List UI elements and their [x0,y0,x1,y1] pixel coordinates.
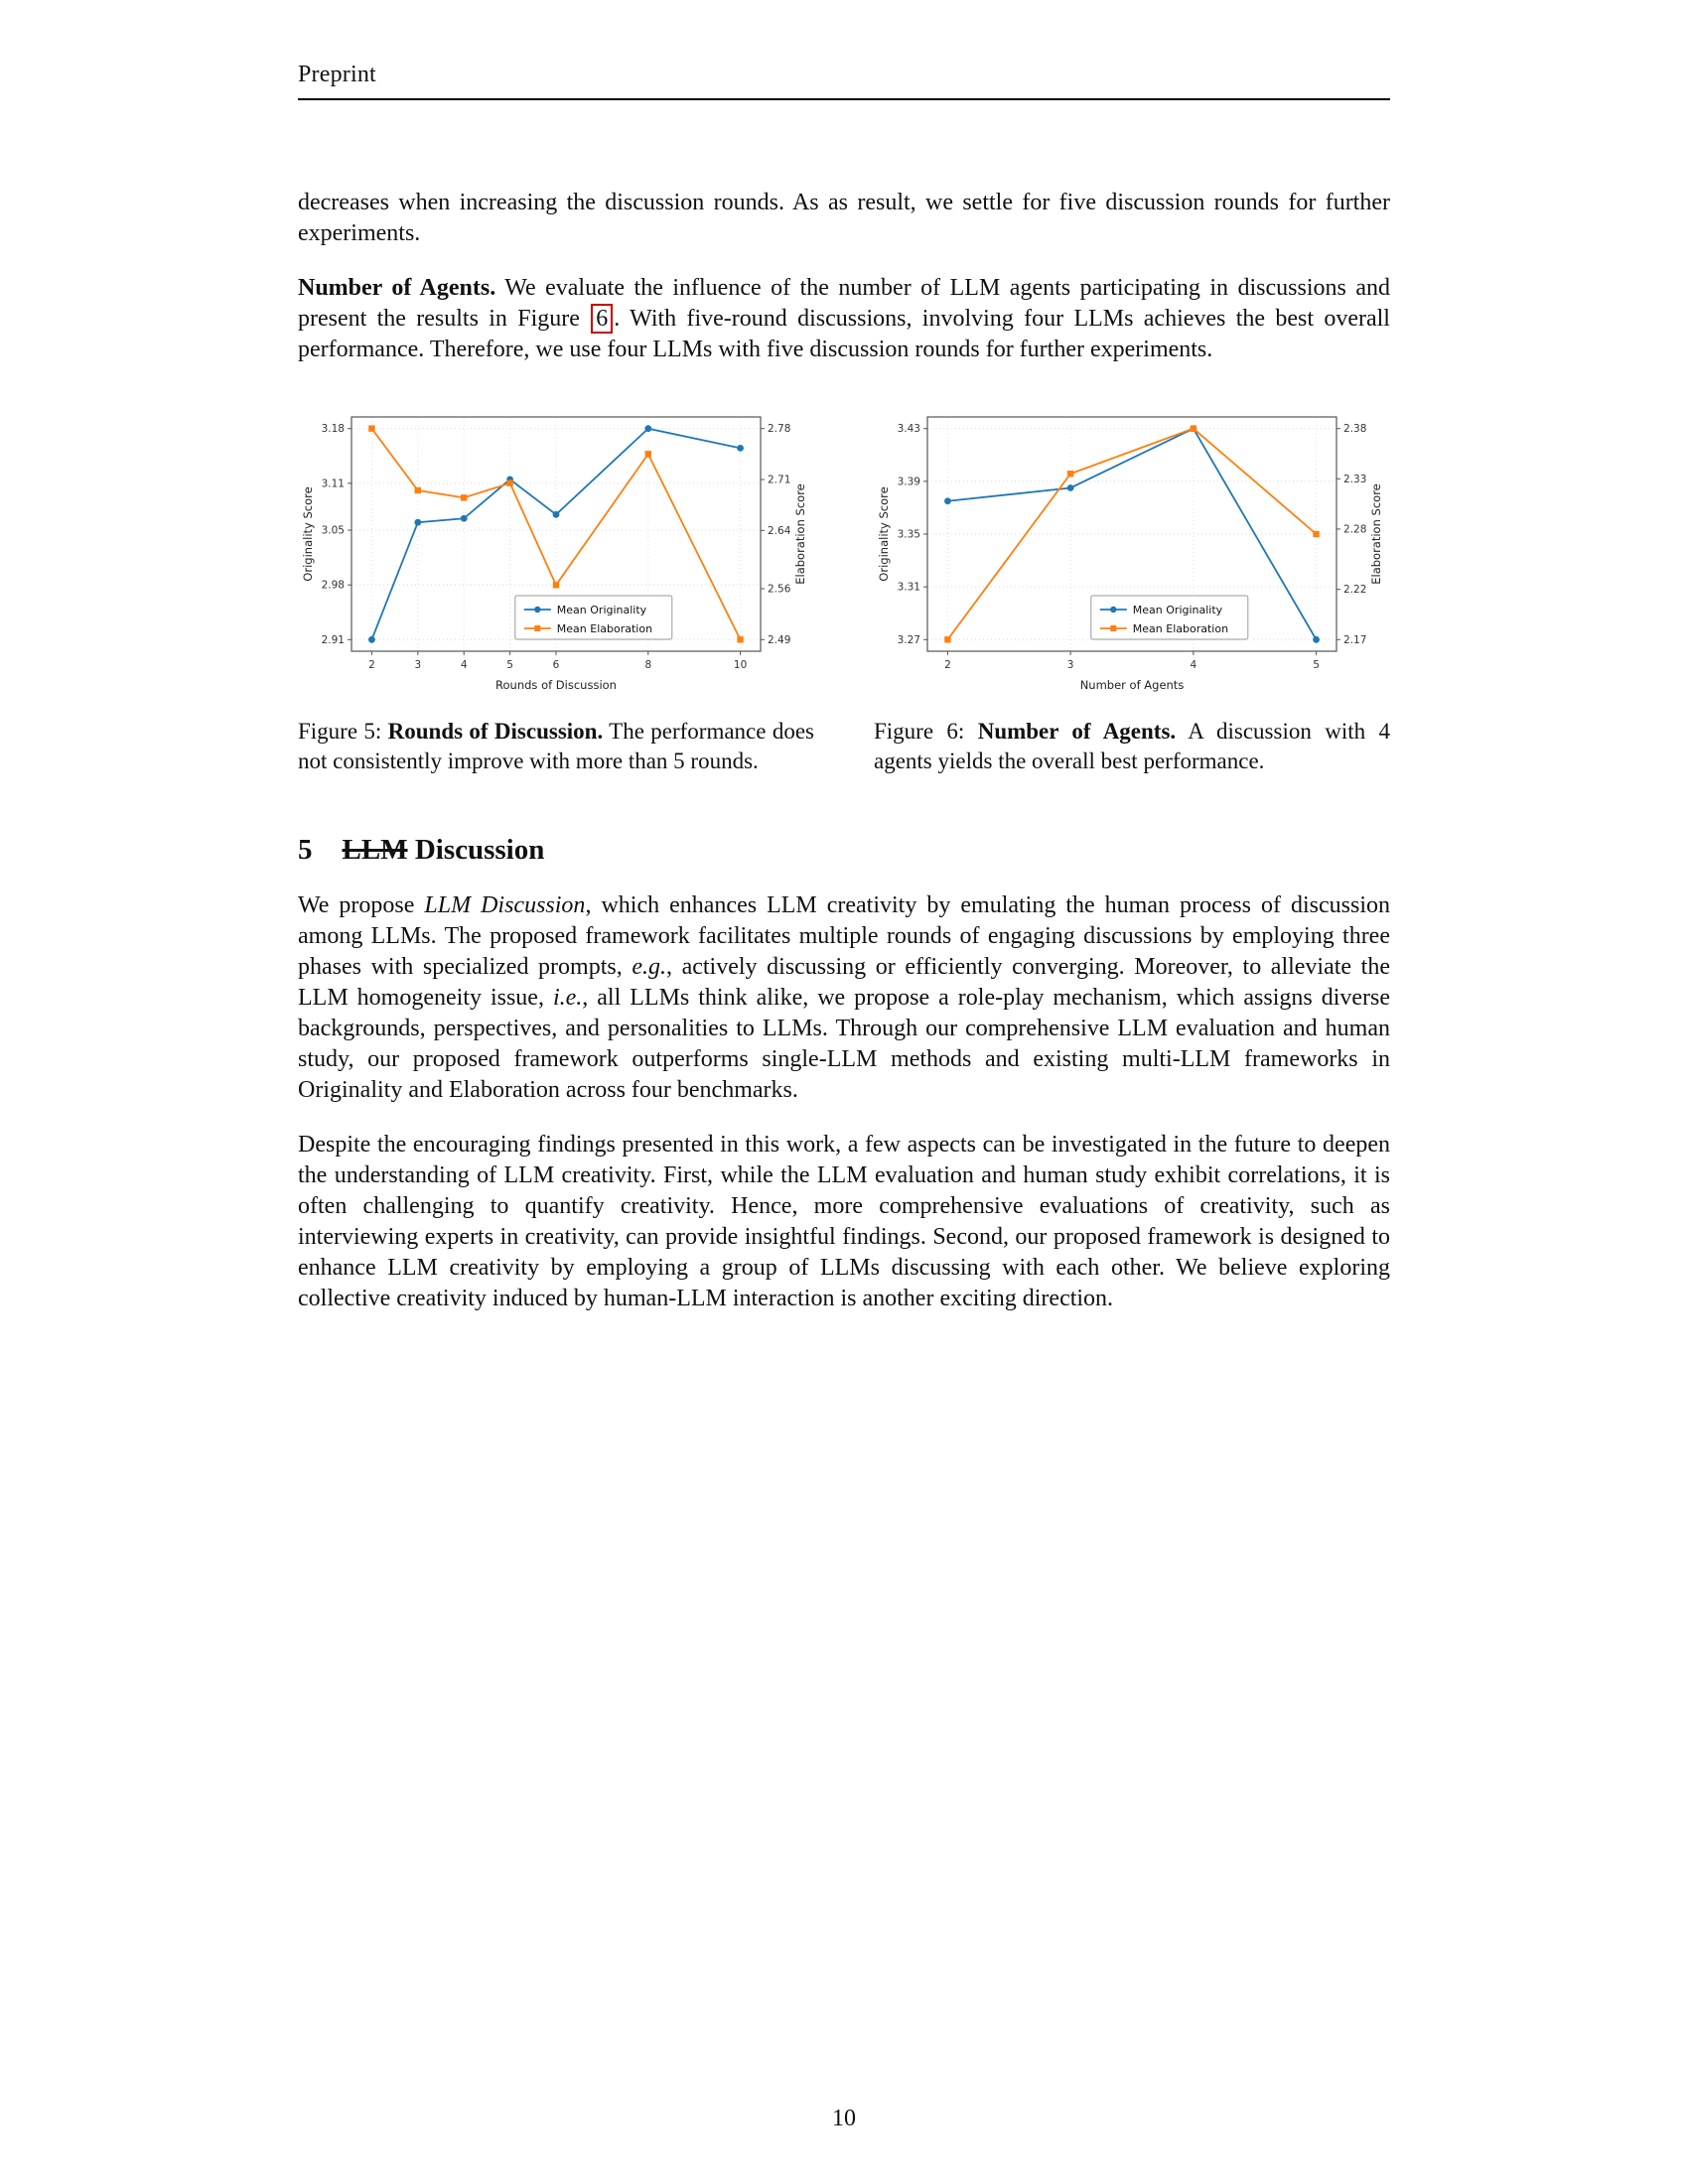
text-segment: Rounds of Discussion. [387,719,604,744]
svg-text:3.27: 3.27 [897,633,920,646]
text-segment: , which enhances LLM creativity by emulating the human process of discussion among LLMs. The proposed framework facilitates multiple rounds of engaging discussions by employing three phases with specialized prompts, [298,892,1390,981]
svg-text:2: 2 [944,659,951,671]
svg-text:2.71: 2.71 [768,474,791,486]
svg-text:4: 4 [460,659,468,671]
text-segment: e.g. [632,954,666,981]
figure-6 [874,405,1390,776]
svg-text:3.39: 3.39 [897,476,920,488]
figures-row [298,405,1390,776]
svg-text:Elaboration Score: Elaboration Score [793,483,807,585]
svg-text:2.22: 2.22 [1343,584,1367,597]
text-segment: We evaluate the influence of the number of LLM agents participating in discussions and present the results in Figure [298,275,1390,332]
running-head: Preprint [298,0,1390,100]
paragraph-number-of-agents [298,273,1390,365]
text-segment: Figure 5: [298,719,388,744]
paragraph-rounds-conclusion [298,188,1390,249]
svg-text:2.98: 2.98 [321,579,345,592]
text-segment: Despite the encouraging findings presented in this work, a few aspects can be investigated in the future to deepen the understanding of LLM creativity. First, while the LLM evaluation and human study exhibit correlations, it is often challenging to quantify creativity. Hence, more comprehensive evaluations of creativity, such as interviewing experts in creativity, can provide insightful findings. Second, our proposed framework is designed to enhance LLM creativity by employing a group of LLMs discussing with each other. We believe exploring collective creativity induced by human-LLM interaction is another exciting direction. [298,1132,1390,1312]
svg-text:2.33: 2.33 [1343,473,1367,485]
section-title [343,834,545,866]
svg-text:3.43: 3.43 [897,423,920,436]
svg-text:2: 2 [368,659,375,671]
page-number: 10 [832,2106,856,2131]
text-segment: Discussion [407,834,545,866]
text-segment: Number of Agents. [977,719,1177,744]
svg-text:Elaboration Score: Elaboration Score [1369,483,1383,585]
text-segment: LLM Discussion [424,892,586,919]
svg-text:2.17: 2.17 [1343,633,1367,646]
svg-text:4: 4 [1190,659,1197,671]
page-content [298,0,1390,1338]
svg-text:5: 5 [1313,659,1320,671]
svg-text:Rounds of Discussion: Rounds of Discussion [495,678,617,692]
svg-text:2.49: 2.49 [768,633,791,646]
text-segment: A discussion with 4 agents yields the overall best performance. [874,719,1390,773]
text-segment: , all LLMs think alike, we propose a role-play mechanism, which assigns diverse backgrounds, perspectives, and personalities to LLMs. Through our comprehensive LLM evaluation and human study, our proposed framework outperforms single-LLM methods and existing multi-LLM frameworks in Originality and Elaboration across four benchmarks. [298,985,1391,1104]
text-segment: Figure 6: [874,719,978,744]
svg-text:2.56: 2.56 [768,583,791,596]
svg-text:10: 10 [733,659,748,671]
svg-text:2.64: 2.64 [768,524,791,537]
svg-text:Originality Score: Originality Score [301,486,315,582]
figure-5-chart [298,405,814,703]
svg-text:3.18: 3.18 [321,423,345,436]
svg-text:3.31: 3.31 [897,581,920,594]
text-segment: decreases when increasing the discussion rounds. As as result, we settle for five discussion rounds for further experiments. [298,190,1390,246]
svg-text:3: 3 [414,659,422,671]
figure-5 [298,405,814,776]
svg-text:2.91: 2.91 [321,633,345,646]
svg-text:Mean Elaboration: Mean Elaboration [556,621,653,635]
svg-text:6: 6 [552,659,560,671]
text-segment: We propose [298,892,425,919]
svg-text:3: 3 [1066,659,1074,671]
svg-text:8: 8 [644,659,652,671]
figure-ref[interactable]: 6 [591,304,613,334]
svg-text:2.78: 2.78 [768,423,791,436]
svg-text:Mean Originality: Mean Originality [556,603,647,616]
text-segment: i.e. [552,985,583,1012]
figure-5-caption [298,717,814,776]
text-segment: , actively discussing or efficiently converging. Moreover, to alleviate the LLM homogeneity issue, [298,954,1390,1012]
section-heading-llm-discussion [298,834,1390,867]
text-segment: LLM [342,834,408,866]
svg-text:3.35: 3.35 [897,528,920,541]
text-segment: Number of Agents. [298,275,496,301]
svg-text:Originality Score: Originality Score [877,486,891,582]
svg-text:3.05: 3.05 [321,524,345,537]
paragraph-discussion-1 [298,890,1390,1106]
svg-text:Mean Elaboration: Mean Elaboration [1132,621,1229,635]
svg-text:2.28: 2.28 [1343,523,1367,536]
svg-text:2.38: 2.38 [1343,423,1367,436]
figure-6-chart [874,405,1390,703]
svg-text:3.11: 3.11 [321,478,345,490]
svg-text:5: 5 [506,659,513,671]
figure-6-caption [874,717,1390,776]
text-segment: The performance does not consistently improve with more than 5 rounds. [298,719,814,773]
paragraph-discussion-2 [298,1130,1390,1314]
svg-text:Mean Originality: Mean Originality [1132,603,1223,616]
section-number: 5 [298,834,313,866]
svg-text:Number of Agents: Number of Agents [1079,678,1185,692]
text-segment: . With five-round discussions, involving four LLMs achieves the best overall performance. Therefore, we use four LLMs with five discussion rounds for further experiments. [298,306,1390,362]
